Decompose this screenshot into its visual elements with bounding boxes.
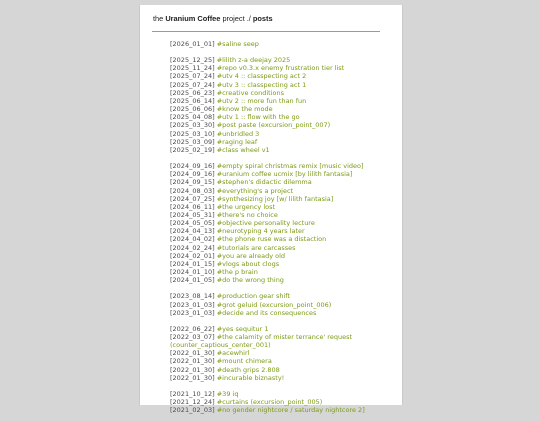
- post-date: [2022_01_30]: [170, 357, 215, 366]
- post-entry: [170, 113, 400, 121]
- post-entry: [170, 276, 400, 284]
- post-date: [2024_05_05]: [170, 219, 215, 228]
- year-group: [170, 325, 400, 382]
- post-date: [2026_01_01]: [170, 40, 215, 48]
- post-entry: [170, 81, 400, 89]
- post-date: [2024_09_16]: [170, 162, 215, 171]
- post-date: [2024_04_13]: [170, 227, 215, 236]
- header-divider: [152, 31, 380, 32]
- post-date: [2024_02_24]: [170, 243, 215, 252]
- post-date: [2025_04_08]: [170, 113, 215, 122]
- post-entry: [170, 309, 400, 317]
- post-link[interactable]: #class wheel v1: [216, 145, 270, 154]
- year-group: [170, 390, 400, 414]
- post-date: [2025_06_14]: [170, 96, 215, 105]
- post-link[interactable]: #do the wrong thing: [216, 276, 284, 285]
- post-entry: [170, 374, 400, 382]
- post-link[interactable]: #curtains (excursion_point_005): [216, 398, 323, 407]
- post-date: [2025_07_24]: [170, 72, 215, 81]
- post-link[interactable]: #grot geluid (excursion_point_006): [216, 300, 332, 309]
- post-date: [2025_02_19]: [170, 145, 215, 154]
- post-entry: [170, 227, 400, 235]
- post-date: [2022_01_30]: [170, 349, 215, 358]
- post-entry: [170, 260, 400, 268]
- post-date: [2025_03_10]: [170, 129, 215, 138]
- post-link[interactable]: #empty spiral christmas remix [music video]: [216, 162, 364, 171]
- post-entry: [170, 178, 400, 186]
- post-date: [2024_01_05]: [170, 276, 215, 285]
- post-date: [2024_09_16]: [170, 170, 215, 179]
- post-date: [2022_03_07]: [170, 333, 215, 341]
- post-date: [2023_01_03]: [170, 300, 215, 309]
- post-link[interactable]: #uranium coffee ucmix [by lilith fantasia]: [216, 170, 353, 179]
- site-header: [153, 14, 273, 23]
- post-entry: [170, 252, 400, 260]
- post-date: [2024_06_11]: [170, 202, 215, 211]
- post-date: [2025_12_25]: [170, 56, 215, 65]
- post-link[interactable]: #utv 1 :: flow with the go: [216, 113, 300, 122]
- post-entry: [170, 130, 400, 138]
- post-entry: [170, 203, 400, 211]
- post-date: [2024_08_03]: [170, 186, 215, 195]
- section-title: posts: [252, 14, 273, 23]
- post-entry: [170, 357, 400, 365]
- post-link[interactable]: #utv 4 :: classpecting act 2: [216, 72, 307, 81]
- post-link[interactable]: #the phone ruse was a distaction: [216, 235, 327, 244]
- post-date: [2021_12_24]: [170, 398, 215, 407]
- post-date: [2023_01_03]: [170, 308, 215, 317]
- post-entry: [170, 195, 400, 203]
- post-date: [2022_06_22]: [170, 324, 215, 333]
- page-container: [139, 5, 403, 415]
- post-link[interactable]: #the p brain: [216, 268, 258, 277]
- post-date: [2025_03_09]: [170, 137, 215, 146]
- post-date: [2024_05_31]: [170, 210, 215, 219]
- post-link[interactable]: #raging leaf: [216, 137, 258, 146]
- post-link[interactable]: #you are already old: [216, 251, 286, 260]
- year-group: [170, 292, 400, 316]
- post-entry: [170, 72, 400, 80]
- post-date: [2024_01_15]: [170, 259, 215, 268]
- post-link[interactable]: #stephen's didactic dilemma: [216, 178, 312, 187]
- post-link[interactable]: #vlogs about clogs: [216, 259, 280, 268]
- post-list: [170, 40, 400, 422]
- post-date: [2025_06_23]: [170, 88, 215, 97]
- post-entry: [170, 366, 400, 374]
- post-link[interactable]: #know the mode: [216, 105, 273, 114]
- post-link[interactable]: #utv 2 :: more fun than fun: [216, 96, 307, 105]
- post-entry: [170, 97, 400, 105]
- post-date: [2025_03_30]: [170, 121, 215, 130]
- post-link[interactable]: #everything's a project: [216, 186, 294, 195]
- post-entry: [170, 187, 400, 195]
- post-link[interactable]: #mount chimera: [216, 357, 272, 366]
- post-date: [2023_08_14]: [170, 292, 215, 301]
- post-link[interactable]: #post paste (excursion_point_007): [216, 121, 331, 130]
- post-entry: [170, 325, 400, 333]
- post-date: [2024_01_10]: [170, 268, 215, 277]
- post-entry: [170, 211, 400, 219]
- post-date: [2021_10_12]: [170, 389, 215, 398]
- post-link[interactable]: #synthesizing joy [w/ lilith fantasia]: [216, 194, 334, 203]
- post-link[interactable]: #yes sequitur 1: [216, 324, 269, 333]
- post-link[interactable]: #incurable biznasty!: [216, 373, 285, 382]
- post-link[interactable]: #39 iq: [216, 389, 239, 398]
- post-entry: [170, 146, 400, 154]
- post-date: [2024_04_02]: [170, 235, 215, 244]
- post-link[interactable]: #the urgency lost: [216, 202, 276, 211]
- post-link[interactable]: #unbridled 3: [216, 129, 260, 138]
- post-link[interactable]: #death grips 2.808: [216, 365, 280, 374]
- post-entry: [170, 268, 400, 276]
- post-link[interactable]: #neurotyping 4 years later: [216, 227, 305, 236]
- post-entry: [170, 244, 400, 252]
- post-entry: [170, 390, 400, 398]
- post-link[interactable]: #the calamity of mister terrance' request (counter_captious_center_001): [170, 333, 353, 350]
- post-date: [2025_06_06]: [170, 105, 215, 114]
- post-link[interactable]: #no gender nightcore / saturday nightcore 2]: [216, 406, 365, 415]
- post-entry: [170, 333, 400, 349]
- post-link[interactable]: #tutorials are carcasses: [216, 243, 296, 252]
- post-entry: [170, 121, 400, 129]
- post-link[interactable]: #saline seep: [216, 40, 259, 48]
- post-entry: [170, 292, 400, 300]
- post-entry: [170, 219, 400, 227]
- post-link[interactable]: #acewhirl: [216, 349, 250, 358]
- header-middle: project: [222, 14, 245, 23]
- post-entry: [170, 398, 400, 406]
- post-link[interactable]: #objective personality lecture: [216, 219, 315, 228]
- post-date: [2022_01_30]: [170, 365, 215, 374]
- post-link[interactable]: #repo v0.3.x enemy frustration tier list: [216, 64, 345, 73]
- post-link[interactable]: #utv 3 :: classpecting act 1: [216, 80, 307, 89]
- post-entry: [170, 56, 400, 64]
- post-date: [2025_07_24]: [170, 80, 215, 89]
- post-date: [2024_07_25]: [170, 194, 215, 203]
- post-link[interactable]: #production gear shift: [216, 292, 291, 301]
- post-entry: [170, 301, 400, 309]
- post-date: [2021_02_03]: [170, 406, 215, 415]
- post-entry: [170, 105, 400, 113]
- year-group: [170, 40, 400, 48]
- post-date: [2025_11_24]: [170, 64, 215, 73]
- post-entry: [170, 349, 400, 357]
- post-date: [2022_01_30]: [170, 373, 215, 382]
- post-date: [2024_02_01]: [170, 251, 215, 260]
- post-entry: [170, 40, 400, 48]
- post-entry: [170, 138, 400, 146]
- post-entry: [170, 406, 400, 414]
- post-date: [2024_09_15]: [170, 178, 215, 187]
- post-entry: [170, 64, 400, 72]
- post-entry: [170, 89, 400, 97]
- post-link[interactable]: #decide and its consequences: [216, 308, 317, 317]
- year-group: [170, 162, 400, 284]
- breadcrumb-root-link[interactable]: ./: [246, 14, 251, 23]
- year-group: [170, 56, 400, 154]
- post-link[interactable]: #lilith z-a deejay 2025: [216, 56, 291, 65]
- post-link[interactable]: #creative conditions: [216, 88, 284, 97]
- post-link[interactable]: #there's no choice: [216, 210, 278, 219]
- site-name-link[interactable]: Uranium Coffee: [165, 14, 221, 23]
- post-entry: [170, 235, 400, 243]
- header-prefix: the: [153, 14, 164, 23]
- post-entry: [170, 162, 400, 170]
- post-entry: [170, 170, 400, 178]
